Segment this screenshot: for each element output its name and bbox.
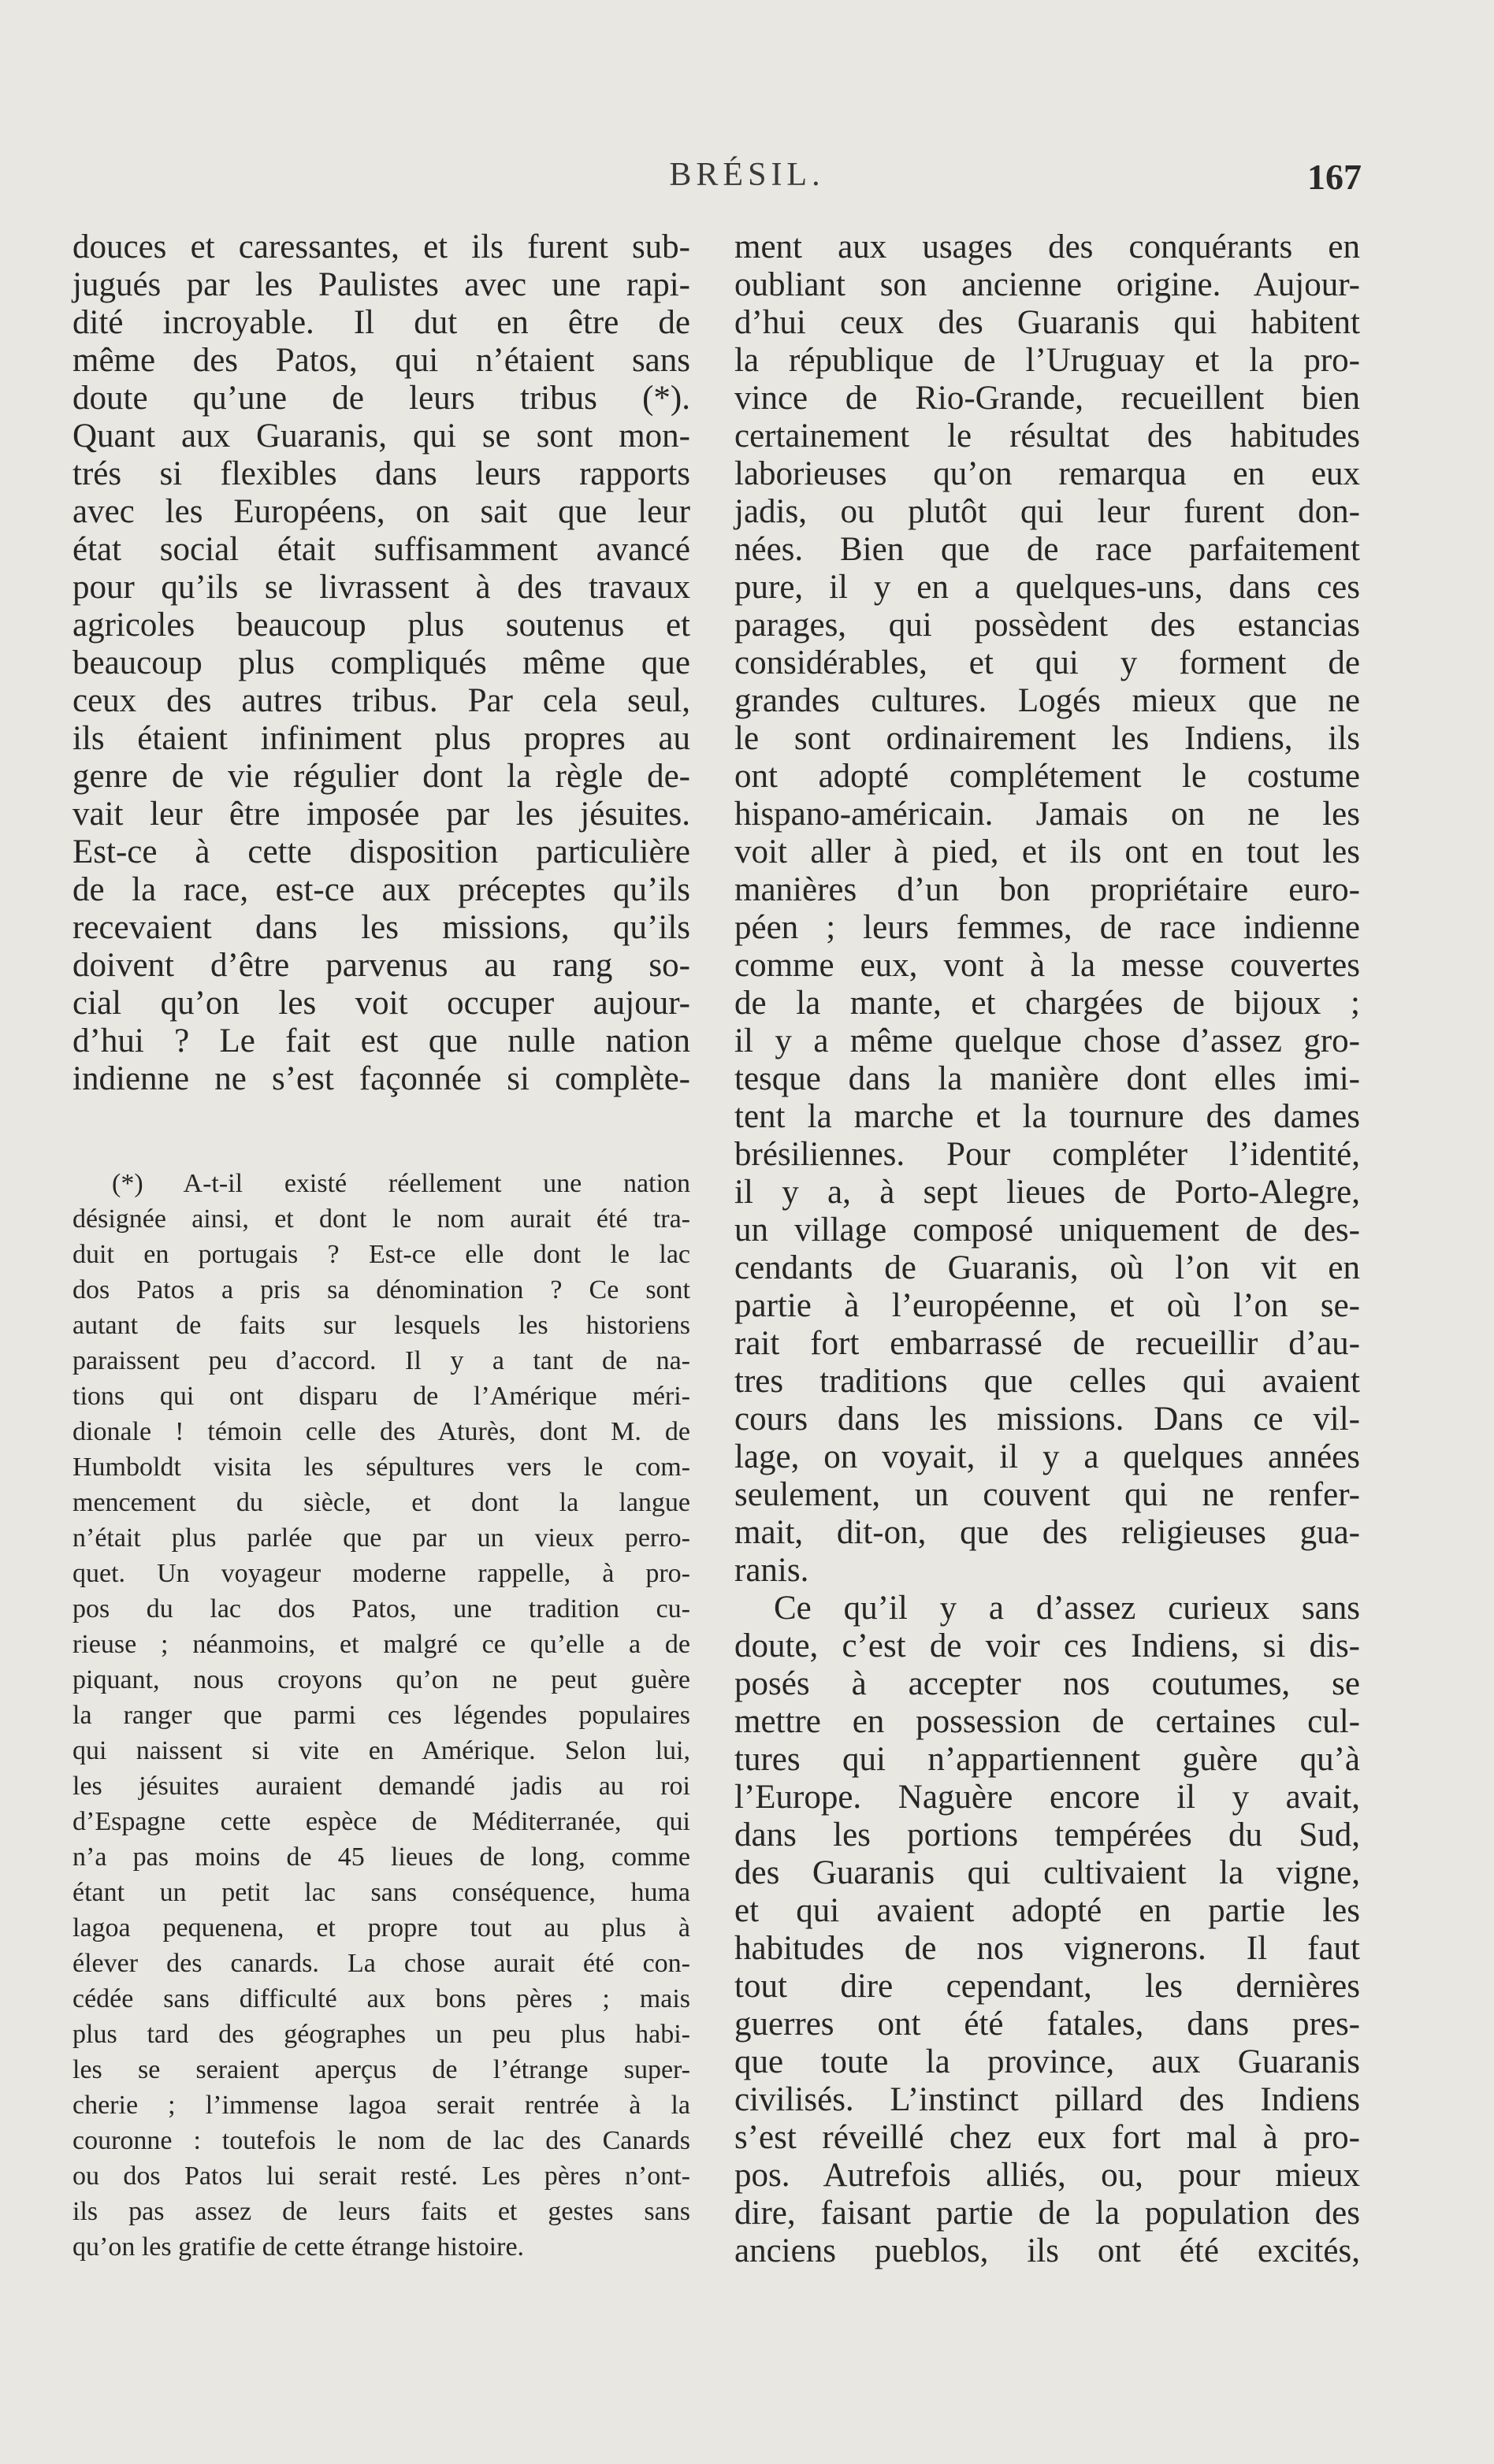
text-line: comme eux, vont à la messe couvertes xyxy=(734,947,1360,984)
footnote-line: dionale ! témoin celle des Aturès, dont M. de xyxy=(72,1417,690,1446)
text-line: indienne ne s’est façonnée si complète- xyxy=(72,1060,690,1097)
text-line: vince de Rio-Grande, recueillent bien xyxy=(734,380,1360,417)
text-line: doivent d’être parvenus au rang so- xyxy=(72,947,690,984)
text-line: tres traditions que celles qui avaient xyxy=(734,1363,1360,1400)
text-line: dité incroyable. Il dut en être de xyxy=(72,304,690,341)
text-line: des Guaranis qui cultivaient la vigne, xyxy=(734,1854,1360,1891)
footnote-line: étant un petit lac sans conséquence, huma xyxy=(72,1878,690,1907)
text-line: cendants de Guaranis, où l’on vit en xyxy=(734,1249,1360,1286)
text-line: même des Patos, qui n’étaient sans xyxy=(72,342,690,379)
footnote-line: piquant, nous croyons qu’on ne peut guère xyxy=(72,1665,690,1694)
text-line: Est-ce à cette disposition particulière xyxy=(72,833,690,870)
text-line: guerres ont été fatales, dans pres- xyxy=(734,2006,1360,2043)
text-line: posés à accepter nos coutumes, se xyxy=(734,1665,1360,1702)
footnote-line: la ranger que parmi ces légendes populaires xyxy=(72,1701,690,1730)
text-line: de la race, est-ce aux préceptes qu’ils xyxy=(72,871,690,908)
text-line: jadis, ou plutôt qui leur furent don- xyxy=(734,493,1360,530)
text-line: d’hui ceux des Guaranis qui habitent xyxy=(734,304,1360,341)
footnote xyxy=(72,1166,690,2265)
text-line: rait fort embarrassé de recueillir d’au- xyxy=(734,1325,1360,1362)
text-line: Ce qu’il y a d’assez curieux sans xyxy=(774,1590,1360,1627)
text-line: mettre en possession de certaines cul- xyxy=(734,1703,1360,1740)
text-line: péen ; leurs femmes, de race indienne xyxy=(734,909,1360,946)
page-number: 167 xyxy=(1307,157,1362,197)
text-line: certainement le résultat des habitudes xyxy=(734,417,1360,455)
text-line: de la mante, et chargées de bijoux ; xyxy=(734,985,1360,1022)
text-line: mait, dit-on, que des religieuses gua- xyxy=(734,1514,1360,1551)
text-line: dans les portions tempérées du Sud, xyxy=(734,1816,1360,1854)
text-line: avec les Européens, on sait que leur xyxy=(72,493,690,530)
text-line: seulement, un couvent qui ne renfer- xyxy=(734,1476,1360,1513)
text-line: recevaient dans les missions, qu’ils xyxy=(72,909,690,946)
text-line: manières d’un bon propriétaire euro- xyxy=(734,871,1360,908)
text-line: état social était suffisamment avancé xyxy=(72,531,690,568)
text-line: l’Europe. Naguère encore il y avait, xyxy=(734,1779,1360,1816)
text-line: dire, faisant partie de la population des xyxy=(734,2195,1360,2232)
footnote-line: qui naissent si vite en Amérique. Selon lui, xyxy=(72,1736,690,1765)
text-line: et qui avaient adopté en partie les xyxy=(734,1892,1360,1929)
text-line: partie à l’européenne, et où l’on se- xyxy=(734,1287,1360,1324)
text-line: brésiliennes. Pour compléter l’identité, xyxy=(734,1136,1360,1173)
text-line: que toute la province, aux Guaranis xyxy=(734,2043,1360,2080)
text-line: pos. Autrefois alliés, ou, pour mieux xyxy=(734,2157,1360,2194)
text-line: grandes cultures. Logés mieux que ne xyxy=(734,682,1360,719)
footnote-line: n’a pas moins de 45 lieues de long, comme xyxy=(72,1842,690,1872)
footnote-line: les se seraient aperçus de l’étrange super- xyxy=(72,2055,690,2084)
text-line: voit aller à pied, et ils ont en tout les xyxy=(734,833,1360,870)
text-line: il y a même quelque chose d’assez gro- xyxy=(734,1022,1360,1059)
text-line: ranis. xyxy=(734,1552,809,1589)
text-line: vait leur être imposée par les jésuites. xyxy=(72,796,690,833)
text-line: Quant aux Guaranis, qui se sont mon- xyxy=(72,417,690,455)
footnote-line: quet. Un voyageur moderne rappelle, à pro- xyxy=(72,1559,690,1588)
text-line: anciens pueblos, ils ont été excités, xyxy=(734,2232,1360,2269)
text-line: ont adopté complétement le costume xyxy=(734,758,1360,795)
footnote-line: dos Patos a pris sa dénomination ? Ce sont xyxy=(72,1275,690,1304)
text-line: s’est réveillé chez eux fort mal à pro- xyxy=(734,2119,1360,2156)
footnote-line: d’Espagne cette espèce de Méditerranée, qui xyxy=(72,1807,690,1836)
text-line: agricoles beaucoup plus soutenus et xyxy=(72,607,690,644)
right-column xyxy=(734,228,1360,2270)
text-line: pour qu’ils se livrassent à des travaux xyxy=(72,569,690,606)
text-line: laborieuses qu’on remarqua en eux xyxy=(734,455,1360,492)
text-line: habitudes de nos vignerons. Il faut xyxy=(734,1930,1360,1967)
text-line: oubliant son ancienne origine. Aujour- xyxy=(734,266,1360,303)
text-line: tent la marche et la tournure des dames xyxy=(734,1098,1360,1135)
footnote-line: rieuse ; néanmoins, et malgré ce qu’elle a de xyxy=(72,1630,690,1659)
footnote-line: cédée sans difficulté aux bons pères ; mais xyxy=(72,1984,690,2013)
text-line: tesque dans la manière dont elles imi- xyxy=(734,1060,1360,1097)
footnote-line: mencement du siècle, et dont la langue xyxy=(72,1488,690,1517)
text-line: un village composé uniquement de des- xyxy=(734,1212,1360,1249)
footnote-line: lagoa pequenena, et propre tout au plus à xyxy=(72,1913,690,1943)
text-line: beaucoup plus compliqués même que xyxy=(72,644,690,681)
text-line: tout dire cependant, les dernières xyxy=(734,1968,1360,2005)
footnote-line: désignée ainsi, et dont le nom aurait été tra- xyxy=(72,1204,690,1234)
footnote-line: couronne : toutefois le nom de lac des Canards xyxy=(72,2126,690,2155)
footnote-line: (*) A-t-il existé réellement une nation xyxy=(112,1169,690,1198)
footnote-line: ils pas assez de leurs faits et gestes sans xyxy=(72,2197,690,2226)
text-line: d’hui ? Le fait est que nulle nation xyxy=(72,1022,690,1059)
text-line: nées. Bien que de race parfaitement xyxy=(734,531,1360,568)
text-line: lage, on voyait, il y a quelques années xyxy=(734,1438,1360,1475)
footnote-line: plus tard des géographes un peu plus habi- xyxy=(72,2020,690,2049)
text-line: il y a, à sept lieues de Porto-Alegre, xyxy=(734,1174,1360,1211)
footnote-line: duit en portugais ? Est-ce elle dont le lac xyxy=(72,1240,690,1269)
footnote-line: n’était plus parlée que par un vieux perro- xyxy=(72,1523,690,1553)
text-line: civilisés. L’instinct pillard des Indiens xyxy=(734,2081,1360,2118)
footnote-line: élever des canards. La chose aurait été con- xyxy=(72,1949,690,1978)
text-line: trés si flexibles dans leurs rapports xyxy=(72,455,690,492)
text-line: ils étaient infiniment plus propres au xyxy=(72,720,690,757)
text-line: ceux des autres tribus. Par cela seul, xyxy=(72,682,690,719)
footnote-line: paraissent peu d’accord. Il y a tant de na- xyxy=(72,1346,690,1375)
text-line: considérables, et qui y forment de xyxy=(734,644,1360,681)
footnote-line: cherie ; l’immense lagoa serait rentrée à la xyxy=(72,2091,690,2120)
text-line: tures qui n’appartiennent guère qu’à xyxy=(734,1741,1360,1778)
text-line: cial qu’on les voit occuper aujour- xyxy=(72,985,690,1022)
text-line: doute qu’une de leurs tribus (*). xyxy=(72,380,690,417)
footnote-line: pos du lac dos Patos, une tradition cu- xyxy=(72,1594,690,1623)
text-line: genre de vie régulier dont la règle de- xyxy=(72,758,690,795)
text-line: douces et caressantes, et ils furent sub- xyxy=(72,228,690,265)
left-column xyxy=(72,228,690,1098)
footnote-line: qu’on les gratifie de cette étrange histoire. xyxy=(72,2232,525,2262)
text-line: parages, qui possèdent des estancias xyxy=(734,607,1360,644)
text-line: la république de l’Uruguay et la pro- xyxy=(734,342,1360,379)
text-line: hispano-américain. Jamais on ne les xyxy=(734,796,1360,833)
running-title: BRÉSIL. xyxy=(669,157,825,193)
footnote-line: tions qui ont disparu de l’Amérique méri- xyxy=(72,1382,690,1411)
text-line: cours dans les missions. Dans ce vil- xyxy=(734,1401,1360,1438)
text-line: pure, il y en a quelques-uns, dans ces xyxy=(734,569,1360,606)
text-line: le sont ordinairement les Indiens, ils xyxy=(734,720,1360,757)
text-line: ment aux usages des conquérants en xyxy=(734,228,1360,265)
footnote-line: Humboldt visita les sépultures vers le com- xyxy=(72,1453,690,1482)
text-line: doute, c’est de voir ces Indiens, si dis- xyxy=(734,1627,1360,1664)
footnote-line: les jésuites auraient demandé jadis au roi xyxy=(72,1772,690,1801)
text-line: jugués par les Paulistes avec une rapi- xyxy=(72,266,690,303)
footnote-line: ou dos Patos lui serait resté. Les pères n’ont- xyxy=(72,2162,690,2191)
footnote-line: autant de faits sur lesquels les historiens xyxy=(72,1311,690,1340)
